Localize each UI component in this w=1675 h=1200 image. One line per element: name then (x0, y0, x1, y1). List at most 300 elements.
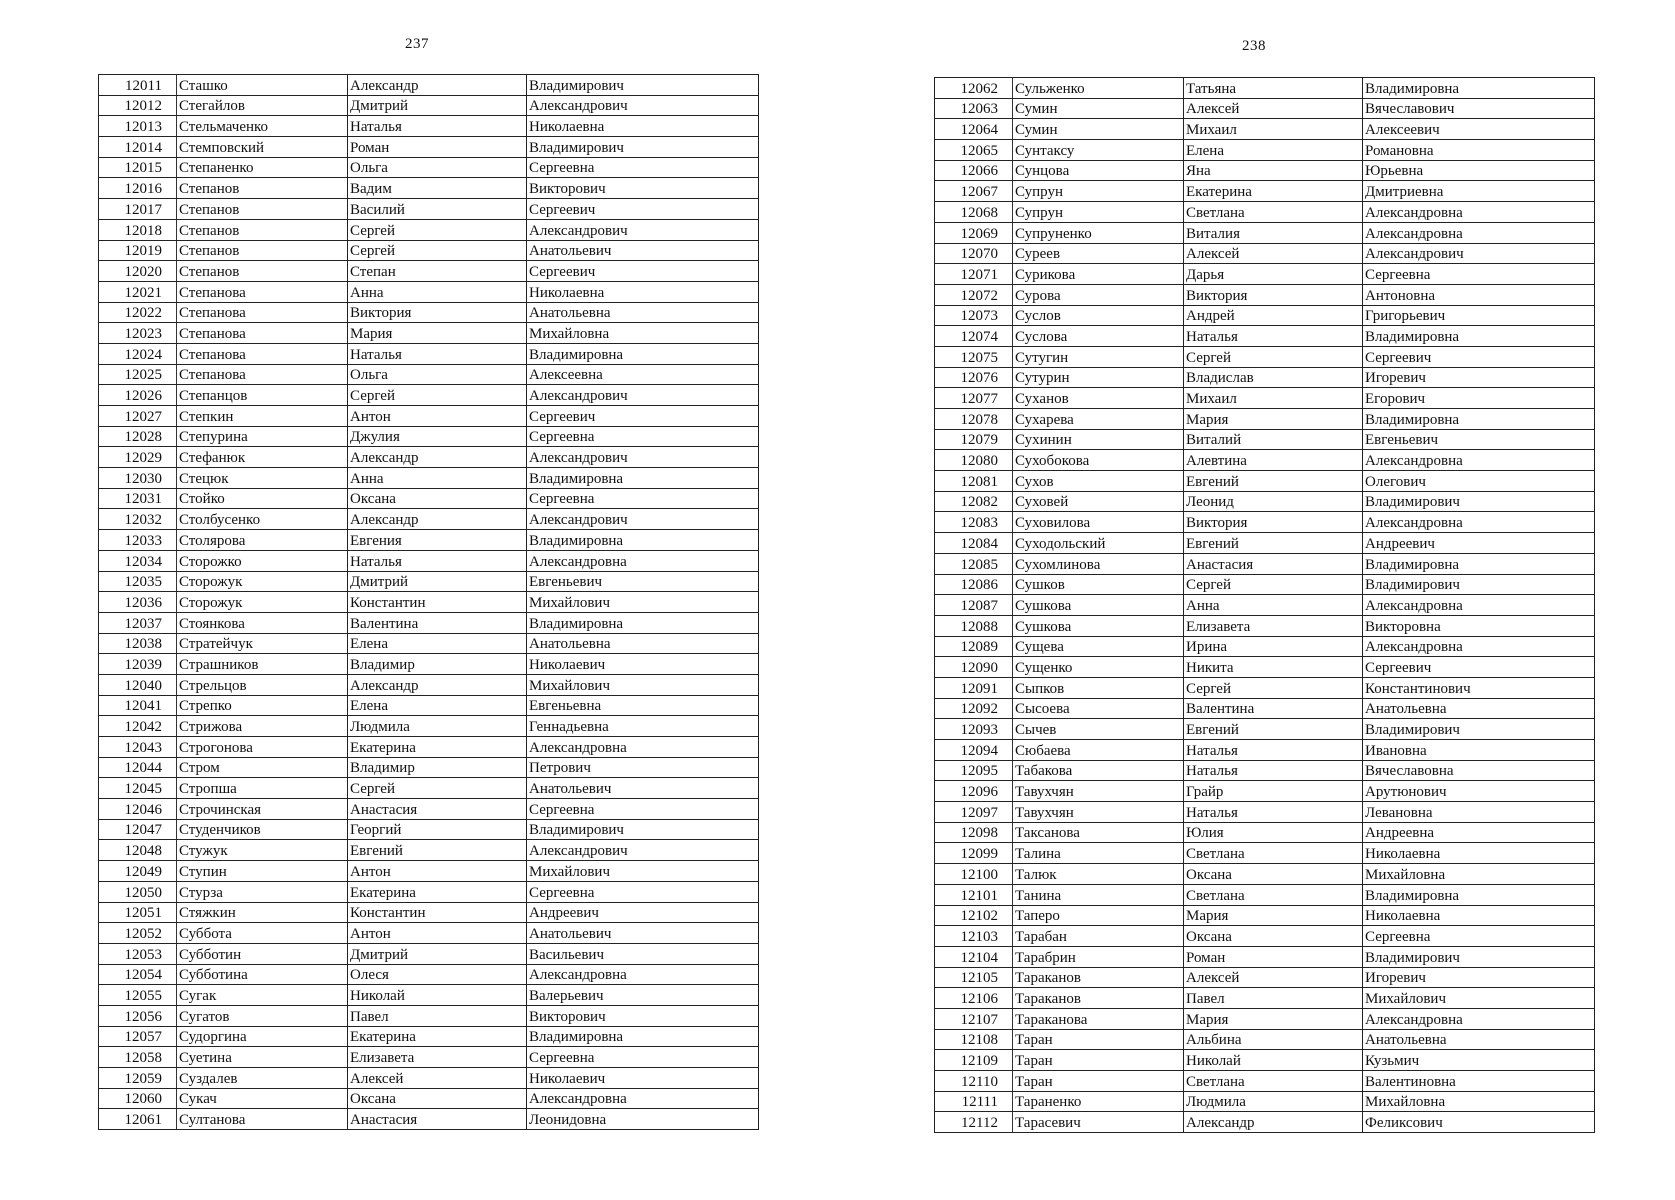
first-name-cell: Степан (348, 261, 527, 282)
first-name-cell: Антон (348, 923, 527, 944)
first-name-cell: Сергей (1184, 677, 1363, 698)
patronymic-cell: Владимирович (527, 819, 759, 840)
patronymic-cell: Викторович (527, 178, 759, 199)
first-name-cell: Елена (1184, 140, 1363, 161)
first-name-cell: Людмила (1184, 1091, 1363, 1112)
last-name-cell: Суздалев (177, 1068, 348, 1089)
patronymic-cell: Александровна (527, 964, 759, 985)
record-number-cell: 12037 (99, 612, 177, 633)
patronymic-cell: Николаевич (527, 1068, 759, 1089)
record-number-cell: 12090 (935, 657, 1013, 678)
first-name-cell: Евгений (1184, 719, 1363, 740)
last-name-cell: Сушкова (1013, 615, 1184, 636)
patronymic-cell: Николаевна (527, 281, 759, 302)
record-number-cell: 12042 (99, 716, 177, 737)
last-name-cell: Сунцова (1013, 160, 1184, 181)
table-row (935, 905, 1595, 926)
record-number-cell: 12075 (935, 346, 1013, 367)
last-name-cell: Суетина (177, 1047, 348, 1068)
first-name-cell: Оксана (1184, 926, 1363, 947)
table-row (935, 326, 1595, 347)
table-row (935, 181, 1595, 202)
patronymic-cell: Владимировна (527, 530, 759, 551)
patronymic-cell: Андреевна (1363, 822, 1595, 843)
record-number-cell: 12104 (935, 946, 1013, 967)
last-name-cell: Стоянкова (177, 612, 348, 633)
last-name-cell: Суходольский (1013, 533, 1184, 554)
record-number-cell: 12028 (99, 426, 177, 447)
table-row (935, 491, 1595, 512)
record-number-cell: 12013 (99, 116, 177, 137)
first-name-cell: Виктория (348, 302, 527, 323)
record-number-cell: 12032 (99, 509, 177, 530)
last-name-cell: Субботин (177, 943, 348, 964)
record-number-cell: 12089 (935, 636, 1013, 657)
patronymic-cell: Александрович (527, 95, 759, 116)
record-number-cell: 12098 (935, 822, 1013, 843)
table-row (935, 988, 1595, 1009)
table-row (935, 409, 1595, 430)
table-row (935, 512, 1595, 533)
last-name-cell: Сюбаева (1013, 740, 1184, 761)
table-row (99, 881, 759, 902)
patronymic-cell: Валентиновна (1363, 1071, 1595, 1092)
registry-table-body (935, 78, 1595, 1133)
patronymic-cell: Владимирович (1363, 946, 1595, 967)
patronymic-cell: Владимирович (1363, 719, 1595, 740)
table-row (99, 447, 759, 468)
record-number-cell: 12023 (99, 323, 177, 344)
record-number-cell: 12097 (935, 802, 1013, 823)
registry-table-body (99, 75, 759, 1130)
last-name-cell: Тараканова (1013, 1008, 1184, 1029)
last-name-cell: Сутурин (1013, 367, 1184, 388)
patronymic-cell: Михайлович (527, 674, 759, 695)
table-row (99, 116, 759, 137)
patronymic-cell: Сергеевна (527, 488, 759, 509)
first-name-cell: Алексей (1184, 98, 1363, 119)
patronymic-cell: Кузьмич (1363, 1050, 1595, 1071)
last-name-cell: Сыпков (1013, 677, 1184, 698)
first-name-cell: Александр (348, 447, 527, 468)
last-name-cell: Стужук (177, 840, 348, 861)
patronymic-cell: Петрович (527, 757, 759, 778)
last-name-cell: Степанова (177, 302, 348, 323)
first-name-cell: Наталья (348, 550, 527, 571)
last-name-cell: Табакова (1013, 760, 1184, 781)
table-row (935, 1008, 1595, 1029)
record-number-cell: 12036 (99, 592, 177, 613)
last-name-cell: Степанцов (177, 385, 348, 406)
patronymic-cell: Александровна (1363, 636, 1595, 657)
first-name-cell: Юлия (1184, 822, 1363, 843)
record-number-cell: 12054 (99, 964, 177, 985)
last-name-cell: Сурикова (1013, 264, 1184, 285)
last-name-cell: Супруненко (1013, 222, 1184, 243)
patronymic-cell: Александровна (1363, 512, 1595, 533)
patronymic-cell: Валерьевич (527, 985, 759, 1006)
record-number-cell: 12064 (935, 119, 1013, 140)
table-row (935, 595, 1595, 616)
table-row (935, 657, 1595, 678)
table-row (935, 367, 1595, 388)
first-name-cell: Анна (348, 281, 527, 302)
table-row (935, 698, 1595, 719)
table-row (935, 1071, 1595, 1092)
patronymic-cell: Сергеевич (527, 406, 759, 427)
record-number-cell: 12017 (99, 199, 177, 220)
last-name-cell: Супрун (1013, 181, 1184, 202)
patronymic-cell: Сергеевна (527, 426, 759, 447)
first-name-cell: Яна (1184, 160, 1363, 181)
patronymic-cell: Анатольевна (527, 302, 759, 323)
first-name-cell: Людмила (348, 716, 527, 737)
table-row (935, 822, 1595, 843)
first-name-cell: Светлана (1184, 202, 1363, 223)
last-name-cell: Сухомлинова (1013, 553, 1184, 574)
last-name-cell: Султанова (177, 1109, 348, 1130)
last-name-cell: Сущенко (1013, 657, 1184, 678)
first-name-cell: Никита (1184, 657, 1363, 678)
table-row (99, 592, 759, 613)
table-row (935, 429, 1595, 450)
table-row (99, 281, 759, 302)
table-row (935, 636, 1595, 657)
last-name-cell: Сухинин (1013, 429, 1184, 450)
first-name-cell: Александр (348, 75, 527, 96)
record-number-cell: 12050 (99, 881, 177, 902)
patronymic-cell: Антоновна (1363, 284, 1595, 305)
record-number-cell: 12016 (99, 178, 177, 199)
first-name-cell: Грайр (1184, 781, 1363, 802)
last-name-cell: Талюк (1013, 864, 1184, 885)
record-number-cell: 12065 (935, 140, 1013, 161)
last-name-cell: Суреев (1013, 243, 1184, 264)
table-row (99, 943, 759, 964)
first-name-cell: Мария (1184, 409, 1363, 430)
last-name-cell: Сторожук (177, 592, 348, 613)
record-number-cell: 12022 (99, 302, 177, 323)
first-name-cell: Алевтина (1184, 450, 1363, 471)
table-row (935, 202, 1595, 223)
table-row (935, 264, 1595, 285)
last-name-cell: Степанов (177, 199, 348, 220)
record-number-cell: 12095 (935, 760, 1013, 781)
record-number-cell: 12068 (935, 202, 1013, 223)
record-number-cell: 12086 (935, 574, 1013, 595)
table-row (99, 1068, 759, 1089)
patronymic-cell: Романовна (1363, 140, 1595, 161)
first-name-cell: Сергей (348, 778, 527, 799)
first-name-cell: Валентина (1184, 698, 1363, 719)
patronymic-cell: Евгеньевич (527, 571, 759, 592)
last-name-cell: Стропша (177, 778, 348, 799)
table-row (935, 574, 1595, 595)
first-name-cell: Анастасия (1184, 553, 1363, 574)
patronymic-cell: Анатольевич (527, 240, 759, 261)
first-name-cell: Виктория (1184, 284, 1363, 305)
table-row (99, 488, 759, 509)
last-name-cell: Суслова (1013, 326, 1184, 347)
patronymic-cell: Александрович (527, 509, 759, 530)
patronymic-cell: Владимировна (1363, 553, 1595, 574)
table-row (99, 385, 759, 406)
patronymic-cell: Михайловна (1363, 1091, 1595, 1112)
first-name-cell: Валентина (348, 612, 527, 633)
first-name-cell: Светлана (1184, 884, 1363, 905)
record-number-cell: 12067 (935, 181, 1013, 202)
table-row (935, 1050, 1595, 1071)
first-name-cell: Светлана (1184, 1071, 1363, 1092)
record-number-cell: 12080 (935, 450, 1013, 471)
patronymic-cell: Анатольевич (527, 923, 759, 944)
last-name-cell: Сутугин (1013, 346, 1184, 367)
first-name-cell: Антон (348, 861, 527, 882)
last-name-cell: Сухов (1013, 471, 1184, 492)
table-row (99, 964, 759, 985)
record-number-cell: 12063 (935, 98, 1013, 119)
last-name-cell: Сунтаксу (1013, 140, 1184, 161)
table-row (99, 261, 759, 282)
patronymic-cell: Владимировна (527, 612, 759, 633)
first-name-cell: Александр (348, 674, 527, 695)
table-row (935, 450, 1595, 471)
record-number-cell: 12078 (935, 409, 1013, 430)
record-number-cell: 12053 (99, 943, 177, 964)
patronymic-cell: Анатольевич (527, 778, 759, 799)
record-number-cell: 12021 (99, 281, 177, 302)
record-number-cell: 12083 (935, 512, 1013, 533)
patronymic-cell: Александровна (1363, 450, 1595, 471)
first-name-cell: Сергей (348, 219, 527, 240)
record-number-cell: 12070 (935, 243, 1013, 264)
first-name-cell: Елена (348, 695, 527, 716)
patronymic-cell: Владимирович (527, 137, 759, 158)
first-name-cell: Дарья (1184, 264, 1363, 285)
last-name-cell: Сурова (1013, 284, 1184, 305)
record-number-cell: 12069 (935, 222, 1013, 243)
first-name-cell: Владислав (1184, 367, 1363, 388)
first-name-cell: Екатерина (1184, 181, 1363, 202)
record-number-cell: 12057 (99, 1026, 177, 1047)
patronymic-cell: Михайловна (527, 323, 759, 344)
patronymic-cell: Александровна (527, 1088, 759, 1109)
patronymic-cell: Владимирович (1363, 491, 1595, 512)
patronymic-cell: Сергеевна (527, 157, 759, 178)
last-name-cell: Степанова (177, 364, 348, 385)
last-name-cell: Столярова (177, 530, 348, 551)
last-name-cell: Сущева (1013, 636, 1184, 657)
first-name-cell: Сергей (348, 385, 527, 406)
table-row (935, 471, 1595, 492)
first-name-cell: Алексей (348, 1068, 527, 1089)
patronymic-cell: Сергеевич (1363, 346, 1595, 367)
table-row (99, 75, 759, 96)
patronymic-cell: Владимировна (527, 1026, 759, 1047)
patronymic-cell: Николаевна (1363, 905, 1595, 926)
last-name-cell: Стецюк (177, 468, 348, 489)
first-name-cell: Елизавета (348, 1047, 527, 1068)
page-number: 238 (1242, 38, 1266, 54)
patronymic-cell: Викторович (527, 1005, 759, 1026)
record-number-cell: 12101 (935, 884, 1013, 905)
patronymic-cell: Владимирович (527, 75, 759, 96)
patronymic-cell: Вячеславовна (1363, 760, 1595, 781)
table-row (99, 799, 759, 820)
first-name-cell: Александр (1184, 1112, 1363, 1133)
patronymic-cell: Сергеевна (527, 1047, 759, 1068)
first-name-cell: Антон (348, 406, 527, 427)
first-name-cell: Анна (348, 468, 527, 489)
record-number-cell: 12045 (99, 778, 177, 799)
record-number-cell: 12058 (99, 1047, 177, 1068)
record-number-cell: 12041 (99, 695, 177, 716)
first-name-cell: Сергей (1184, 574, 1363, 595)
last-name-cell: Танина (1013, 884, 1184, 905)
record-number-cell: 12111 (935, 1091, 1013, 1112)
patronymic-cell: Сергеевна (527, 799, 759, 820)
patronymic-cell: Егорович (1363, 388, 1595, 409)
first-name-cell: Наталья (348, 116, 527, 137)
patronymic-cell: Александрович (527, 219, 759, 240)
patronymic-cell: Вячеславович (1363, 98, 1595, 119)
first-name-cell: Джулия (348, 426, 527, 447)
record-number-cell: 12084 (935, 533, 1013, 554)
record-number-cell: 12026 (99, 385, 177, 406)
patronymic-cell: Андреевич (1363, 533, 1595, 554)
last-name-cell: Степурина (177, 426, 348, 447)
table-row (99, 343, 759, 364)
last-name-cell: Ступин (177, 861, 348, 882)
last-name-cell: Талина (1013, 843, 1184, 864)
last-name-cell: Степанов (177, 240, 348, 261)
patronymic-cell: Николаевна (527, 116, 759, 137)
patronymic-cell: Михайловна (1363, 864, 1595, 885)
table-row (99, 861, 759, 882)
patronymic-cell: Игоревич (1363, 967, 1595, 988)
first-name-cell: Павел (1184, 988, 1363, 1009)
first-name-cell: Мария (1184, 1008, 1363, 1029)
first-name-cell: Евгений (348, 840, 527, 861)
patronymic-cell: Владимировна (527, 468, 759, 489)
first-name-cell: Ольга (348, 157, 527, 178)
last-name-cell: Сухарева (1013, 409, 1184, 430)
table-row (99, 1005, 759, 1026)
last-name-cell: Стойко (177, 488, 348, 509)
table-row (935, 864, 1595, 885)
last-name-cell: Тараненко (1013, 1091, 1184, 1112)
record-number-cell: 12043 (99, 737, 177, 758)
last-name-cell: Тарасевич (1013, 1112, 1184, 1133)
table-row (99, 716, 759, 737)
first-name-cell: Наталья (1184, 740, 1363, 761)
patronymic-cell: Геннадьевна (527, 716, 759, 737)
first-name-cell: Татьяна (1184, 78, 1363, 99)
last-name-cell: Сторожук (177, 571, 348, 592)
last-name-cell: Тарабан (1013, 926, 1184, 947)
last-name-cell: Строчинская (177, 799, 348, 820)
first-name-cell: Сергей (348, 240, 527, 261)
last-name-cell: Сысоева (1013, 698, 1184, 719)
last-name-cell: Степанов (177, 219, 348, 240)
patronymic-cell: Сергеевич (1363, 657, 1595, 678)
record-number-cell: 12039 (99, 654, 177, 675)
patronymic-cell: Ивановна (1363, 740, 1595, 761)
table-row (99, 199, 759, 220)
patronymic-cell: Александровна (1363, 1008, 1595, 1029)
record-number-cell: 12085 (935, 553, 1013, 574)
table-row (99, 737, 759, 758)
patronymic-cell: Евгеньевич (1363, 429, 1595, 450)
last-name-cell: Сумин (1013, 119, 1184, 140)
table-row (935, 760, 1595, 781)
last-name-cell: Студенчиков (177, 819, 348, 840)
record-number-cell: 12038 (99, 633, 177, 654)
last-name-cell: Тараканов (1013, 967, 1184, 988)
last-name-cell: Суховилова (1013, 512, 1184, 533)
record-number-cell: 12035 (99, 571, 177, 592)
first-name-cell: Константин (348, 902, 527, 923)
table-row (935, 781, 1595, 802)
last-name-cell: Стяжкин (177, 902, 348, 923)
table-row (99, 571, 759, 592)
last-name-cell: Суббота (177, 923, 348, 944)
table-row (99, 219, 759, 240)
patronymic-cell: Александровна (1363, 595, 1595, 616)
table-row (935, 615, 1595, 636)
record-number-cell: 12015 (99, 157, 177, 178)
table-row (99, 426, 759, 447)
record-number-cell: 12051 (99, 902, 177, 923)
patronymic-cell: Сергеевна (527, 881, 759, 902)
table-row (99, 1047, 759, 1068)
first-name-cell: Анна (1184, 595, 1363, 616)
patronymic-cell: Александрович (527, 447, 759, 468)
registry-table (98, 74, 759, 1130)
record-number-cell: 12072 (935, 284, 1013, 305)
record-number-cell: 12092 (935, 698, 1013, 719)
patronymic-cell: Феликсович (1363, 1112, 1595, 1133)
patronymic-cell: Владимировна (1363, 409, 1595, 430)
first-name-cell: Анастасия (348, 1109, 527, 1130)
patronymic-cell: Сергеевич (527, 261, 759, 282)
first-name-cell: Ольга (348, 364, 527, 385)
record-number-cell: 12020 (99, 261, 177, 282)
patronymic-cell: Сергеевна (1363, 264, 1595, 285)
first-name-cell: Константин (348, 592, 527, 613)
first-name-cell: Виталия (1184, 222, 1363, 243)
first-name-cell: Анастасия (348, 799, 527, 820)
table-row (99, 302, 759, 323)
first-name-cell: Наталья (348, 343, 527, 364)
first-name-cell: Альбина (1184, 1029, 1363, 1050)
first-name-cell: Николай (348, 985, 527, 1006)
first-name-cell: Алексей (1184, 243, 1363, 264)
patronymic-cell: Левановна (1363, 802, 1595, 823)
record-number-cell: 12077 (935, 388, 1013, 409)
table-row (99, 757, 759, 778)
first-name-cell: Виктория (1184, 512, 1363, 533)
record-number-cell: 12034 (99, 550, 177, 571)
patronymic-cell: Михайлович (1363, 988, 1595, 1009)
patronymic-cell: Леонидовна (527, 1109, 759, 1130)
table-row (935, 1112, 1595, 1133)
record-number-cell: 12094 (935, 740, 1013, 761)
first-name-cell: Сергей (1184, 346, 1363, 367)
first-name-cell: Николай (1184, 1050, 1363, 1071)
table-row (99, 550, 759, 571)
patronymic-cell: Юрьевна (1363, 160, 1595, 181)
